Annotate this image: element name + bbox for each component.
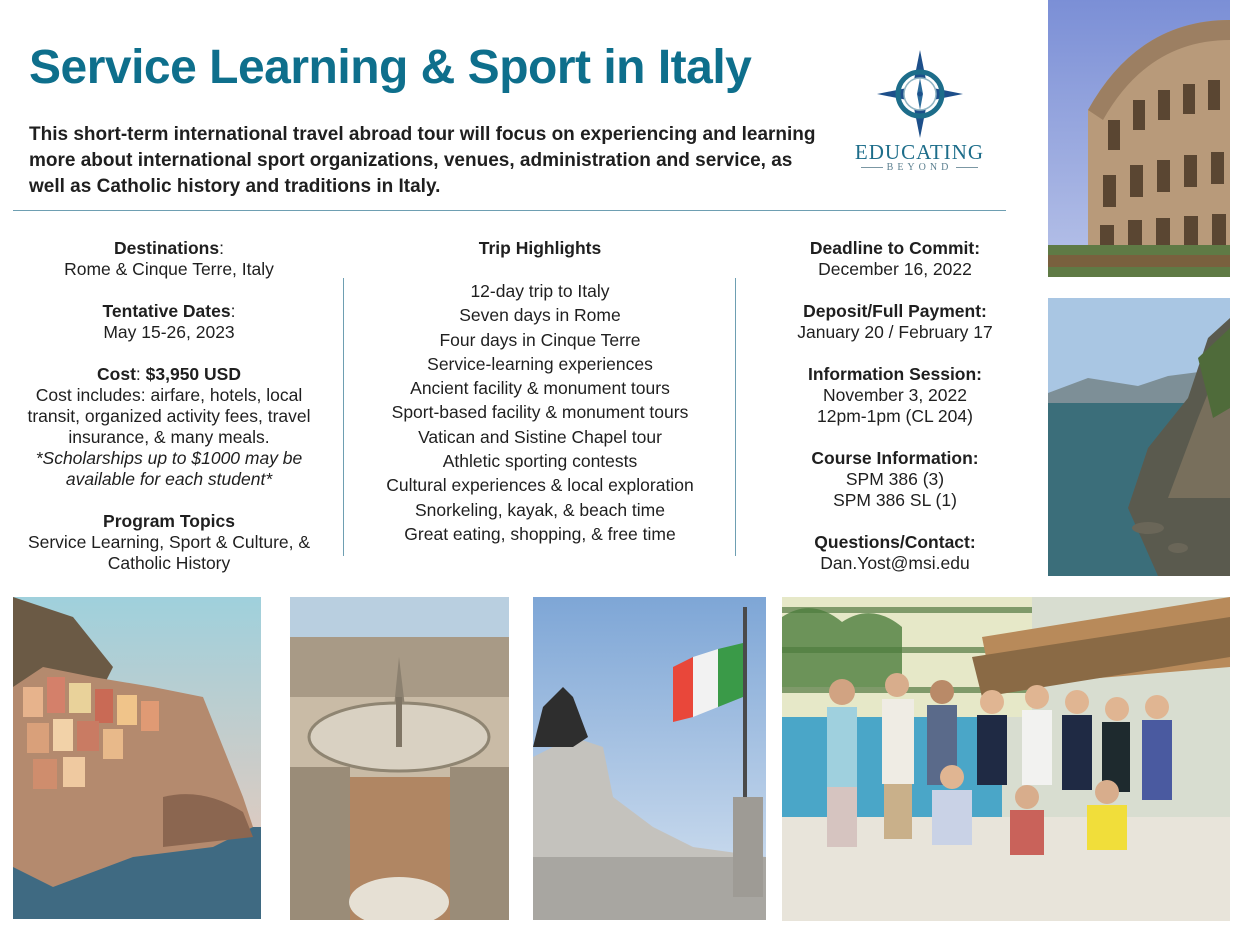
italian-flag-monument-photo — [533, 597, 766, 920]
list-item: Snorkeling, kayak, & beach time — [415, 499, 665, 520]
topics-label: Program Topics — [103, 511, 235, 531]
contact-label: Questions/Contact: — [814, 532, 976, 552]
dates-label: Tentative Dates — [102, 301, 231, 321]
deposit-value: January 20 / February 17 — [797, 322, 993, 342]
logo-subtitle: BEYOND — [852, 162, 987, 174]
highlights-heading: Trip Highlights — [478, 238, 602, 258]
educating-beyond-logo — [852, 48, 987, 178]
colosseum-photo — [1048, 0, 1230, 277]
destinations-label: Destinations — [114, 238, 220, 258]
list-item: Vatican and Sistine Chapel tour — [418, 426, 662, 447]
deadline-label: Deadline to Commit: — [809, 238, 981, 258]
list-item: Seven days in Rome — [459, 305, 621, 326]
student-group-photo — [782, 597, 1230, 921]
scholarship-note: *Scholarships up to $1000 may be available for each student* — [35, 448, 303, 489]
trip-highlights-column — [356, 238, 724, 546]
destinations-value: Rome & Cinque Terre, Italy — [64, 259, 274, 279]
intro-paragraph: This short-term international travel abroad tour will focus on experiencing and learning more about international sport organizations, venues, administration and service, as well as Catholic history and traditions in Italy. — [29, 124, 816, 197]
deposit-label: Deposit/Full Payment: — [803, 301, 987, 321]
header-divider — [13, 210, 1006, 211]
list-item: Athletic sporting contests — [442, 451, 638, 472]
list-item: Great eating, shopping, & free time — [404, 523, 676, 544]
list-item: Four days in Cinque Terre — [439, 329, 641, 350]
list-item: Cultural experiences & local exploration — [386, 475, 694, 496]
deadlines-column — [770, 238, 1020, 574]
compass-rose-icon — [875, 48, 965, 140]
info-session-time: 12pm-1pm (CL 204) — [817, 406, 973, 426]
logo-wordmark: EDUCATING — [854, 140, 985, 164]
cost-includes: Cost includes: airfare, hotels, local transit, organized activity fees, travel insurance, & many meals. — [27, 385, 311, 447]
list-item: Ancient facility & monument tours — [410, 378, 670, 399]
cost-value: $3,950 USD — [145, 364, 241, 384]
topics-value: Service Learning, Sport & Culture, & Catholic History — [27, 532, 311, 573]
course-code: SPM 386 (3) — [845, 469, 945, 489]
list-item: Sport-based facility & monument tours — [391, 402, 689, 423]
info-session-label: Information Session: — [807, 364, 983, 384]
column-divider-left — [343, 278, 344, 556]
st-peters-square-photo — [290, 597, 509, 920]
info-session-date: November 3, 2022 — [823, 385, 967, 405]
manarola-village-photo — [13, 597, 261, 919]
dates-value: May 15-26, 2023 — [103, 322, 235, 342]
contact-email[interactable]: Dan.Yost@msi.edu — [820, 553, 970, 573]
list-item: 12-day trip to Italy — [470, 281, 610, 301]
program-details-column: Destinations: Rome & Cinque Terre, Italy Tentative Dates: May 15-26, 2023 Cost: $3,950 USD Cost includes: airfare, hotels, local transit, organized activity fees, travel insurance, & many meals. *Scholarships up to $1000 may be available for each student* Program Topics Service Learning, Sport & Culture, & Catholic History — [14, 238, 324, 574]
page-title: Service Learning & Sport in Italy — [29, 41, 752, 94]
cost-label: Cost — [97, 364, 136, 384]
column-divider-right — [735, 278, 736, 556]
course-info-label: Course Information: — [811, 448, 979, 468]
list-item: Service-learning experiences — [427, 353, 653, 374]
coastline-photo — [1048, 298, 1230, 576]
course-code: SPM 386 SL (1) — [833, 490, 957, 510]
deadline-value: December 16, 2022 — [818, 259, 972, 279]
